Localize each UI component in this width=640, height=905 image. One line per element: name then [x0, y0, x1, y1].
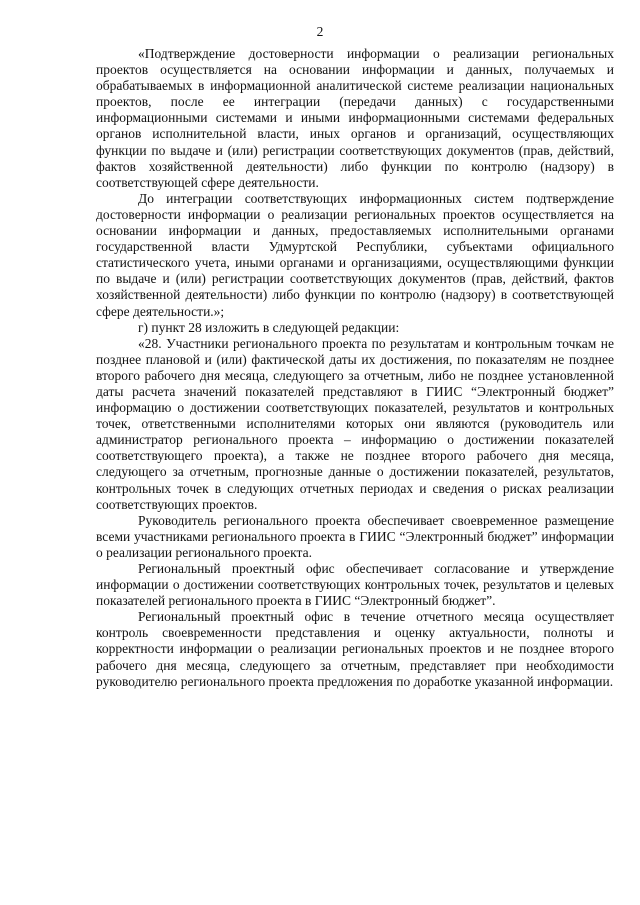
paragraph-project-head: Руководитель регионального проекта обеспечивает своевременное размещение всеми участниками регионального проекта в ГИИС “Электронный бюджет” информации о реализации регионального проекта. [96, 512, 614, 560]
paragraph-project-office-control: Региональный проектный офис в течение отчетного месяца осуществляет контроль своевременности представления и оценку актуальности, полноты и корректности информации о реализации региональных проектов и не позднее второго рабочего дня месяца, следующего за отчетным, представляет при необходимости руководителю регионального проекта предложения по доработке указанной информации. [96, 609, 614, 689]
page-number: 2 [316, 24, 324, 39]
paragraph-verification: «Подтверждение достоверности информации о реализации региональных проектов осуществляется на основании информации и данных, получаемых и обрабатываемых в информационной аналитической системе реализации национальных проектов, после ее интеграции (передачи данных) с государственными информационными системами и иными информационными системами федеральных органов исполнительной власти, иных органов и организаций, осуществляющих функции по выдаче и (или) регистрации соответствующих документов (прав, действий, фактов хозяйственной деятельности) либо функции по контролю (надзору) в соответствующей сфере деятельности. [96, 46, 614, 190]
paragraph-before-integration: До интеграции соответствующих информационных систем подтверждение достоверности информации о реализации региональных проектов осуществляется на основании информации и данных, предоставляемых исполнительными органами государственной власти Удмуртской Республики, субъектами официального статистического учета, иными органами и организациями, осуществляющими функции по выдаче и (или) регистрации соответствующих документов (прав, действий, фактов хозяйственной деятельности) либо функции по контролю (надзору) в соответствующей сфере деятельности.»; [96, 190, 614, 319]
document-body [96, 46, 614, 690]
paragraph-project-office-approval: Региональный проектный офис обеспечивает согласование и утверждение информации о достижении соответствующих контрольных точек, результатов и целевых показателей регионального проекта в ГИИС “Электронный бюджет”. [96, 561, 614, 609]
paragraph-point-28: «28. Участники регионального проекта по результатам и контрольным точкам не позднее плановой и (или) фактической даты их достижения, по показателям не позднее второго рабочего дня месяца, следующего за отчетным, либо не позднее установленной даты расчета значений показателей представляют в ГИИС “Электронный бюджет” информацию о достижении соответствующих показателей, результатов и контрольных точек, ответственными исполнителями которых они являются (руководитель или администратор регионального проекта – информацию о достижении показателей соответствующего проекта), а также не позднее второго рабочего дня месяца, следующего за отчетным, прогнозные данные о достижении показателей, результатов, контрольных точек в следующих отчетных периодах и сведения о рисках реализации соответствующих проектов. [96, 335, 614, 512]
paragraph-amendment-point-28: г) пункт 28 изложить в следующей редакции: [138, 319, 400, 335]
